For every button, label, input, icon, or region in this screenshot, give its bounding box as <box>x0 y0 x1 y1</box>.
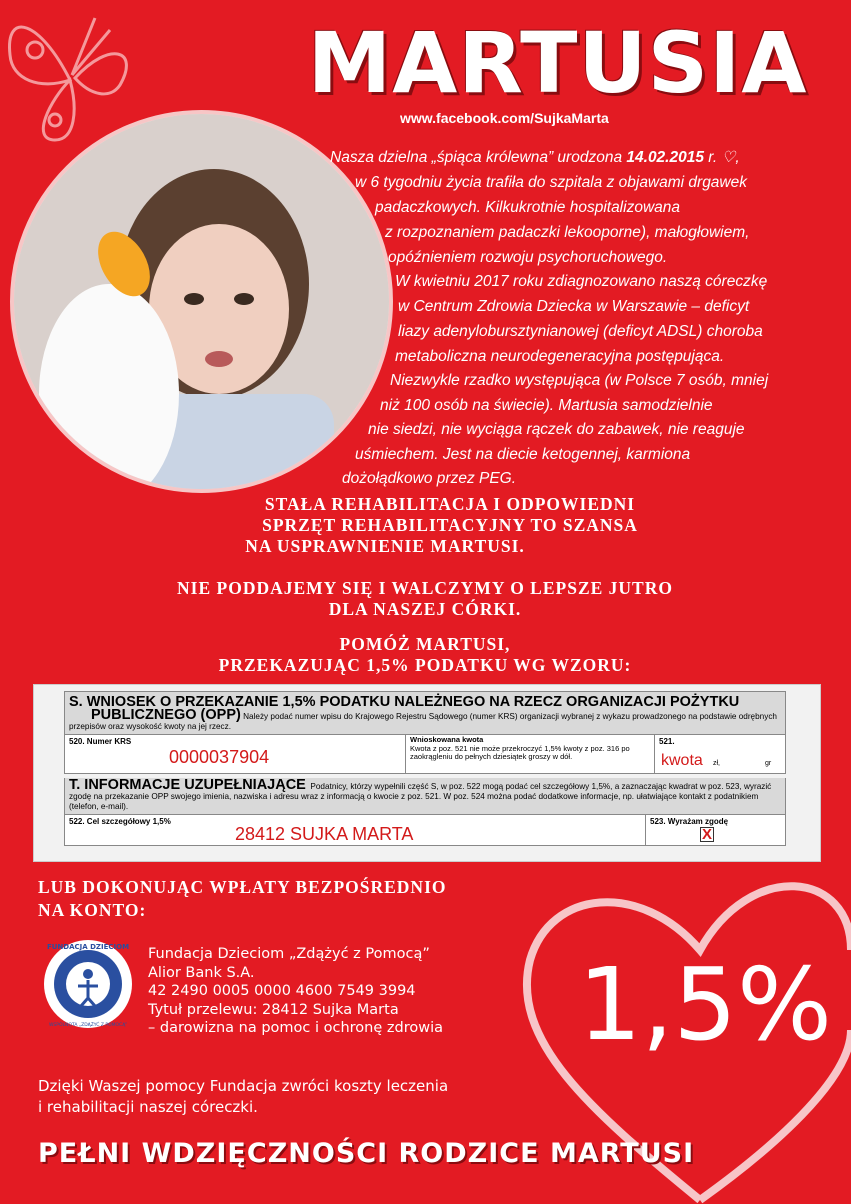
krs-value: 0000037904 <box>169 747 270 767</box>
form-section-t-note: Podatnicy, którzy wypełnili część S, w poz. 522 mogą podać cel szczegółowy 1,5%, a zaznaczając kwadrat w poz. 523, wyrazić zgodę na przekazanie OPP swojego imienia, nazwiska i adresu wraz z informacją o kwocie z poz. 521. W poz. 524 można podać dodatkowe informacje, np. ułatwiające kontakt z podatnikiem (telefon, e-mail). <box>69 782 772 811</box>
thanks-text: Dzięki Waszej pomocy Fundacja zwróci koszty leczenia i rehabilitacji naszej córeczki. <box>38 1077 449 1116</box>
headline-rehabilitation: STAŁA REHABILITACJA I ODPOWIEDNI SPRZĘT REHABILITACYJNY TO SZANSA NA USPRAWNIENIE MARTUSI. <box>245 494 638 556</box>
story-line: W kwietniu 2017 roku zdiagnozowano naszą córeczkę <box>395 273 768 290</box>
foundation-logo <box>44 940 132 1028</box>
story-line: niż 100 osób na świecie). Martusia samodzielnie <box>380 397 713 414</box>
amount-value: kwota <box>661 752 703 769</box>
cel-value: 28412 SUJKA MARTA <box>235 824 414 844</box>
bank-details <box>148 945 443 1038</box>
form-section-s-subtitle: PUBLICZNEGO (OPP) <box>91 707 241 723</box>
tax-form: S. WNIOSEK O PRZEKAZANIE 1,5% PODATKU NALEŻNEGO NA RZECZ ORGANIZACJI POŻYTKU PUBLICZNEGO (OPP) Należy podać numer wpisu do Krajowego Rejestru Sądowego (numer KRS) organizacji wybranej z wykazu prowadzonego na podstawie odrębnych przepisów oraz wysokość kwoty na jej rzecz. 520. Numer KRS 0000037904 Wnioskowana kwota Kwota z poz. 521 nie może przekroczyć 1,5% kwoty z poz. 316 po zaokrągleniu do pełnych dziesiątek groszy w dół. 521. kwota zł, gr T. INFORMACJE UZUPEŁNIAJĄCE Podatnicy, którzy wypełnili część S, w poz. 522 mogą podać cel szczegółowy 1,5%, a zaznaczając kwadrat w poz. 523, wyrazić zgodę na przekazanie OPP swojego imienia, nazwiska i adresu wraz z informacją o kwocie z poz. 521. W poz. 524 można podać dodatkowe informacje, np. ułatwiające kontakt z podatnikiem (telefon, e-mail). 522. Cel szczegółowy 1,5% 28412 SUJKA MARTA 523. Wyrażam zgodę X <box>33 684 821 862</box>
story-line: dożołądkowo przez PEG. <box>342 470 517 487</box>
logo-top-text: FUNDACJA DZIECIOM <box>46 943 130 951</box>
story-line: z rozpoznaniem padaczki lekooporne), małogłowiem, <box>385 224 750 241</box>
story-line: Niezwykle rzadko występująca (w Polsce 7 osób, mniej <box>390 372 769 389</box>
story-line: padaczkowych. Kilkukrotnie hospitalizowana <box>375 199 680 216</box>
story-line: Nasza dzielna „śpiąca królewna” urodzona 14.02.2015 r. ♡, <box>330 149 740 166</box>
cel-field[interactable]: 522. Cel szczegółowy 1,5% 28412 SUJKA MARTA <box>65 815 646 845</box>
logo-bottom-text: WSPÓLNOTA „ZDĄŻYĆ Z POMOCĄ” <box>48 1023 128 1028</box>
account-number[interactable]: 42 2490 0005 0000 4600 7549 3994 <box>148 983 416 999</box>
headline-fight: NIE PODDAJEMY SIĘ I WALCZYMY O LEPSZE JUTRO DLA NASZEJ CÓRKI. <box>177 578 673 619</box>
facebook-link[interactable]: www.facebook.com/SujkaMarta <box>400 110 609 126</box>
account-heading: LUB DOKONUJĄC WPŁATY BEZPOŚREDNIO NA KONTO: <box>38 877 447 920</box>
transfer-purpose: – darowizna na pomoc i ochronę zdrowia <box>148 1020 443 1036</box>
page-title: MARTUSIA <box>307 14 808 112</box>
amount-field[interactable]: 521. kwota zł, gr <box>659 737 772 769</box>
heart-icon: ♡ <box>721 149 736 166</box>
form-section-s-note: Należy podać numer wpisu do Krajowego Rejestru Sądowego (numer KRS) organizacji wybranej z wykazu prowadzonego na podstawie odrębnych przepisów oraz wysokość kwoty na jej rzecz. <box>69 712 777 731</box>
form-section-s-title: S. WNIOSEK O PRZEKAZANIE 1,5% PODATKU NALEŻNEGO NA RZECZ ORGANIZACJI POŻYTKU <box>69 694 740 710</box>
footer-text: PEŁNI WDZIĘCZNOŚCI RODZICE MARTUSI <box>38 1138 695 1169</box>
form-section-t-title: T. INFORMACJE UZUPEŁNIAJĄCE <box>69 777 306 793</box>
krs-field[interactable]: 520. Numer KRS 0000037904 <box>65 735 406 773</box>
story-line: w 6 tygodniu życia trafiła do szpitala z objawami drgawek <box>355 174 747 191</box>
consent-checkbox[interactable]: 523. Wyrażam zgodę X <box>650 817 729 843</box>
percent-label: 1,5% <box>578 946 833 1063</box>
story-line: opóźnieniem rozwoju psychoruchowego. <box>388 249 668 266</box>
story-line: w Centrum Zdrowia Dziecka w Warszawie – deficyt <box>398 298 750 315</box>
story-line: metaboliczna neurodegeneracyjna postępująca. <box>395 348 725 365</box>
story-line: liazy adenylobursztynianowej (deficyt ADSL) choroba <box>398 323 763 340</box>
bank-name: Alior Bank S.A. <box>148 964 255 981</box>
headline-help: POMÓŻ MARTUSI, PRZEKAZUJĄC 1,5% PODATKU WG WZORU: <box>218 634 632 675</box>
story-line: nie siedzi, nie wyciąga rączek do zabawek, nie reaguje <box>368 421 745 438</box>
story-line: uśmiechem. Jest na diecie ketogennej, karmiona <box>355 446 691 463</box>
foundation-name: Fundacja Dzieciom „Zdążyć z Pomocą” <box>148 946 430 962</box>
consent-mark: X <box>701 826 712 843</box>
transfer-title: Tytuł przelewu: 28412 Sujka Marta <box>148 1001 399 1018</box>
